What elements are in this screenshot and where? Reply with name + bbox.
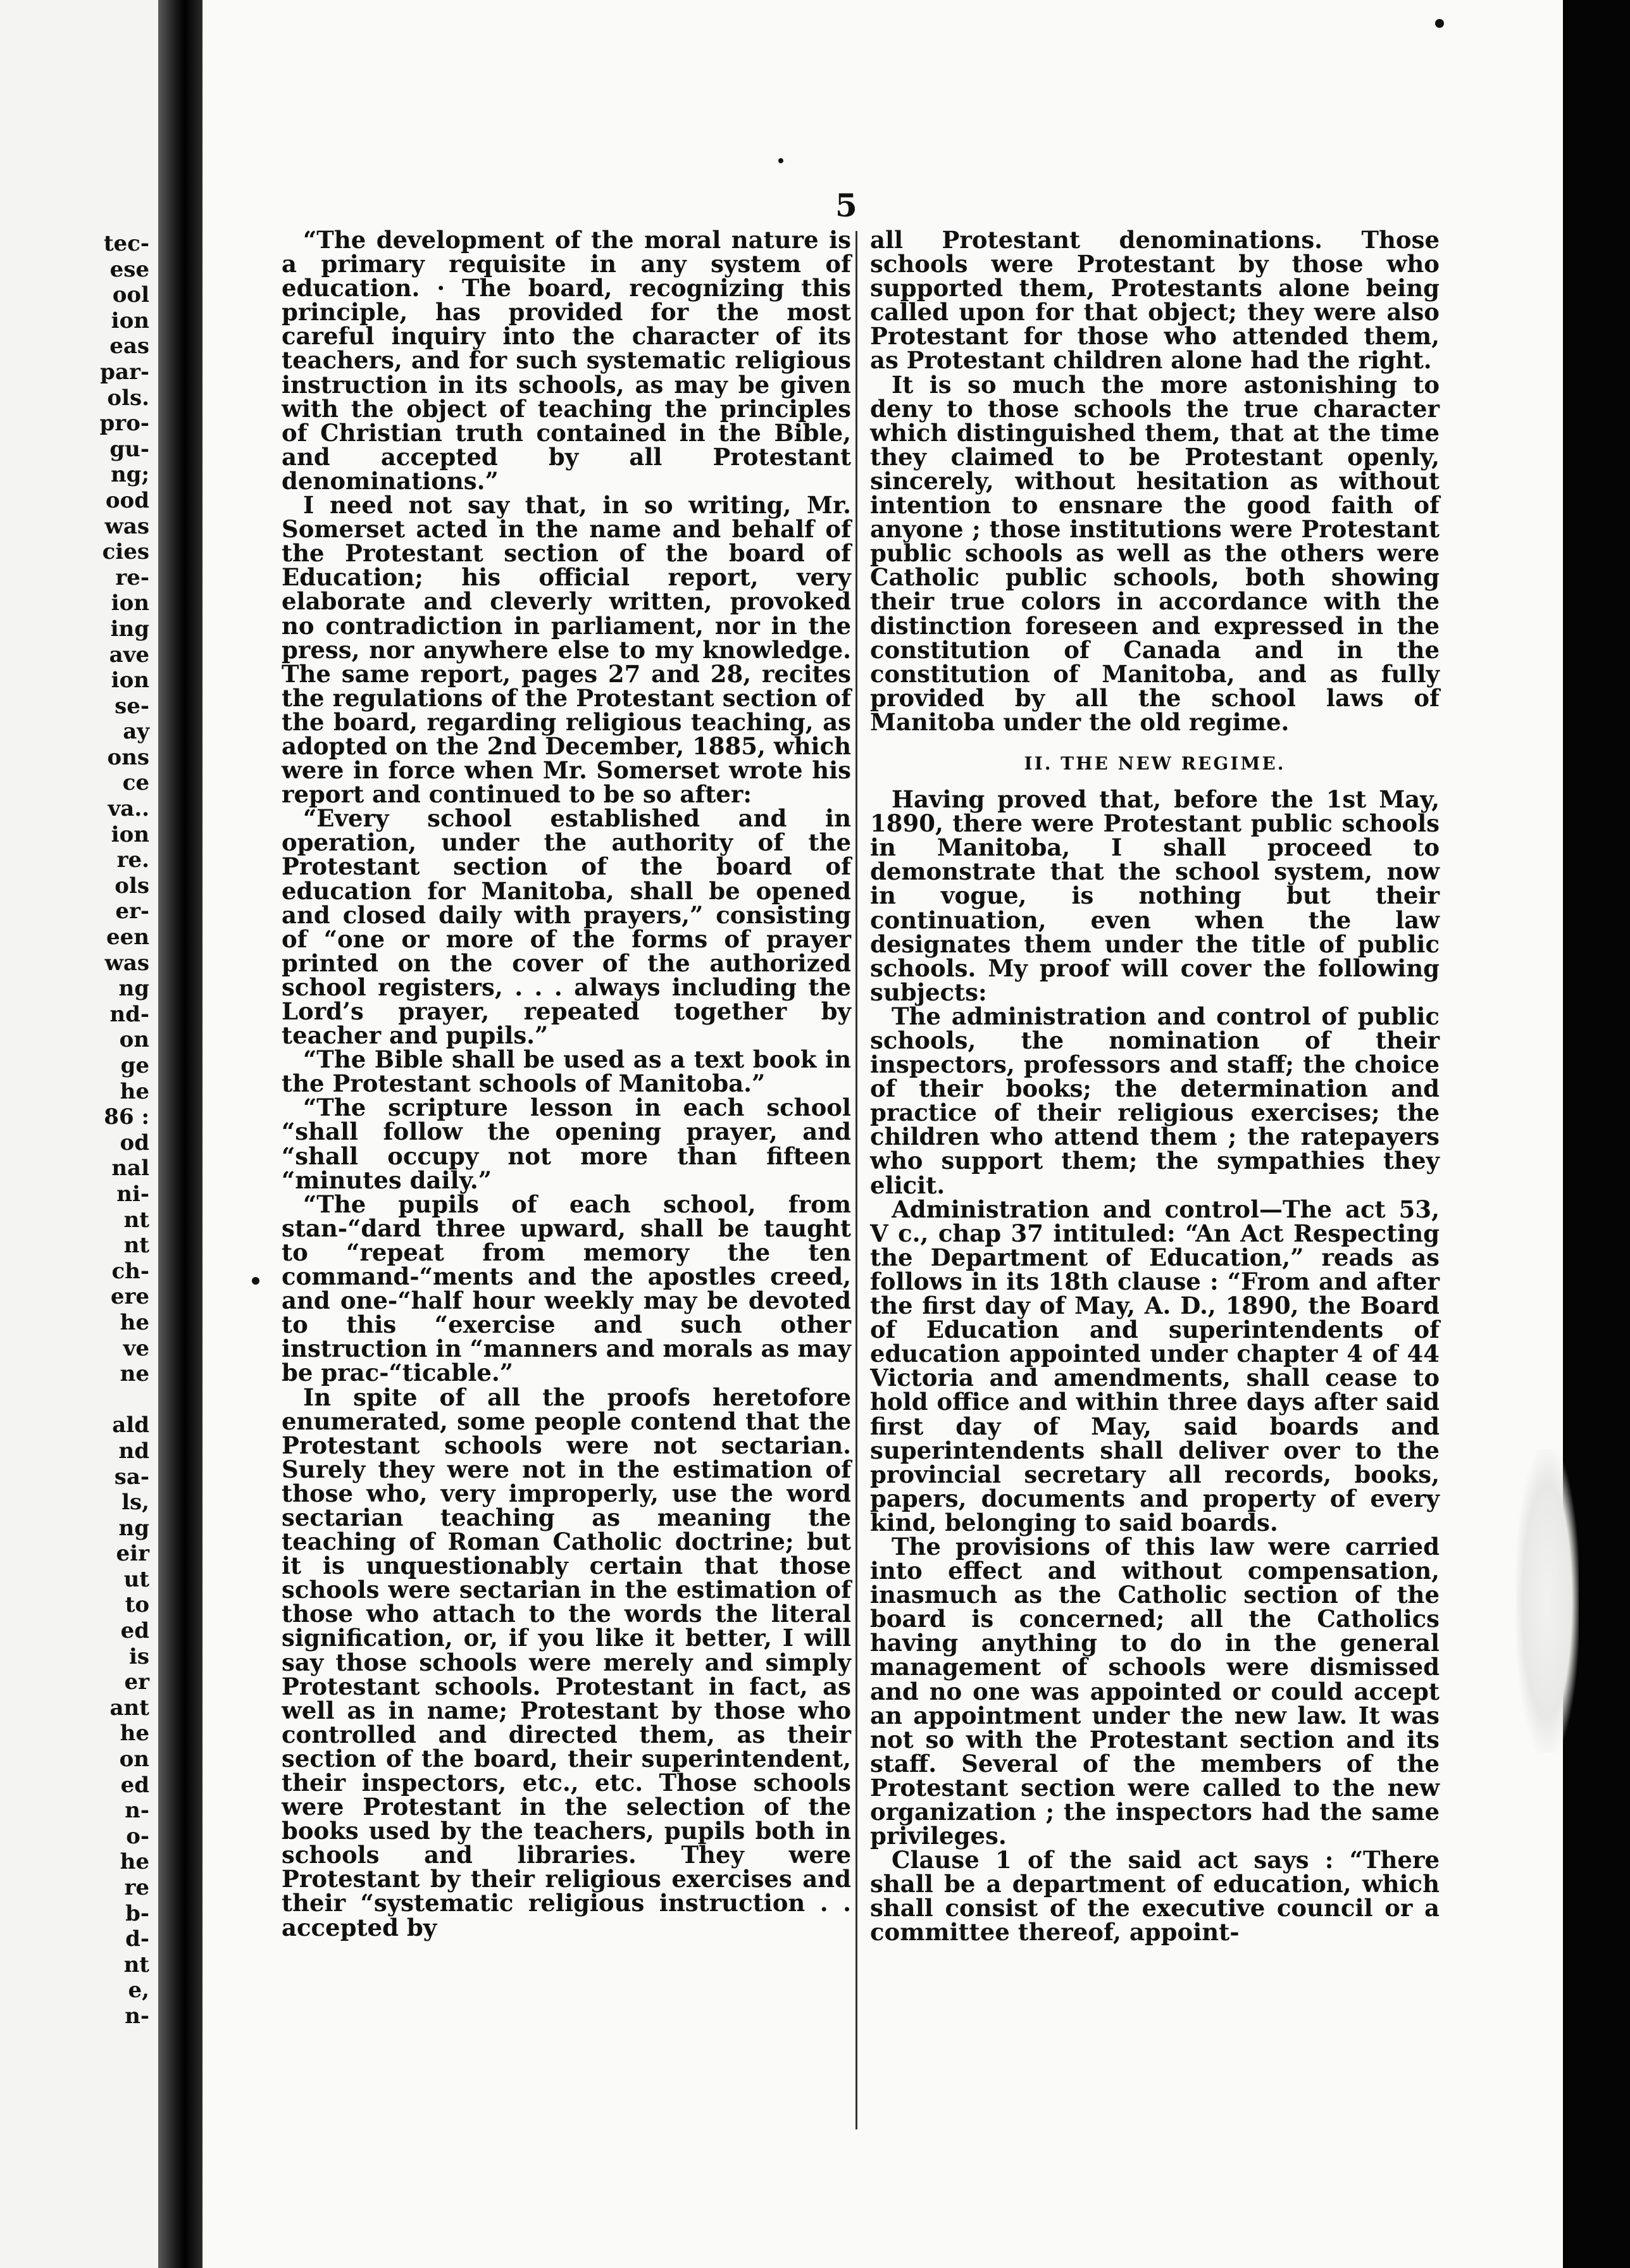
previous-page-fragment-line: is: [128, 1643, 149, 1669]
previous-page-fragment-line: er: [124, 1669, 149, 1695]
paragraph: It is so much the more astonishing to deny to those schools the true character which distinguished them, that at the time they claimed to be Protestant openly, sincerely, without hesitation as without intention to ensnare the good faith of anyone ; those institutions were Protestant public schools as well as the others were Catholic public schools, both showing their true colors in accordance with the distinction foreseen and expressed in the constitution of Canada and in the constitution of Manitoba, and as fully provided by all the school laws of Manitoba under the old regime.: [870, 370, 1440, 736]
previous-page-fragment-line: eir: [116, 1541, 149, 1567]
left-text-column: [282, 228, 851, 1940]
previous-page-fragment-line: re.: [116, 847, 149, 873]
previous-page-fragment-line: va..: [108, 796, 149, 822]
previous-page-fragment-line: d-: [125, 1926, 149, 1952]
previous-page-fragment-line: re: [124, 1875, 149, 1900]
previous-page-fragment-line: gu-: [109, 436, 149, 462]
previous-page-fragment-line: ons: [107, 744, 149, 770]
previous-page-fragment-line: ing: [110, 616, 149, 642]
paragraph: Administration and control—The act 53, V c., chap 37 intituled: “An Act Respecting the Department of Education,” reads as follows in its 18th clause : “From and after the first day of May, A. D., 1890, the Board of Education and superintendents of education appointed under chapter 4 of 44 Victoria and amendments, shall cease to hold office and within three days after said first day of May, said boards and superintendents shall deliver over to the provincial secretary all records, books, papers, documents and property of every kind, belonging to said boards.: [870, 1195, 1440, 1536]
previous-page-fragment-line: ni-: [116, 1181, 149, 1207]
paragraph: “The Bible shall be used as a text book in the Protestant schools of Manitoba.”: [282, 1045, 851, 1098]
previous-page-fragment-line: een: [106, 925, 149, 950]
ink-speck: [1435, 19, 1444, 28]
previous-page-fragment-line: ce: [122, 770, 149, 796]
previous-page-fragment-line: ed: [120, 1772, 149, 1798]
previous-page-fragment-line: nt: [123, 1233, 149, 1259]
previous-page-fragment-line: ool: [112, 282, 149, 308]
previous-page-fragment-line: ave: [109, 642, 149, 668]
previous-page-fragment-line: ols: [115, 873, 149, 899]
right-page-edge: [1563, 0, 1630, 2268]
paragraph: “The development of the moral nature is a primary requisite in any system of education. · The board, recognizing this principle, has provided for the most careful inquiry into the character of its teachers, and for such systematic religious instruction in its schools, as may be given with the object of teaching the principles of Christian truth contained in the Bible, and accepted by all Protestant denominations.”: [282, 226, 851, 495]
paragraph: Having proved that, before the 1st May, 1890, there were Protestant public schools in Manitoba, I shall proceed to demonstrate that the school system, now in vogue, is nothing but their continuation, even when the law designates them under the title of public schools. My proof will cover the following subjects:: [870, 785, 1440, 1006]
previous-page-fragment-line: se-: [115, 693, 149, 719]
previous-page-fragment-line: re-: [115, 564, 149, 590]
previous-page-fragment-line: ch-: [111, 1258, 149, 1284]
previous-page-fragment-line: ion: [111, 821, 149, 847]
previous-page-fragment-line: ion: [111, 590, 149, 616]
paragraph: The administration and control of public schools, the nomination of their inspectors, professors and staff; the choice of their books; the determination and practice of their religious exercises; the children who attend them ; the ratepayers who support them; the sympathies they elicit.: [870, 1002, 1440, 1199]
paragraph: Clause 1 of the said act says : “There shall be a department of education, which shall consist of the executive council or a committee thereof, appoint-: [870, 1846, 1440, 1947]
section-heading: II. THE NEW REGIME.: [1024, 752, 1286, 774]
previous-page-fragment-line: nd-: [109, 1001, 149, 1027]
paragraph: “The scripture lesson in each school “shall follow the opening prayer, and “shall occupy not more than fifteen “minutes daily.”: [282, 1094, 851, 1194]
previous-page-fragment-line: ls,: [121, 1490, 149, 1516]
previous-page-fragment-line: ne: [120, 1361, 149, 1387]
ink-speck: [778, 158, 783, 163]
paragraph: The provisions of this law were carried into effect and without compensation, inasmuch as the Catholic section of the board is concerned; all the Catholics having anything to do in the general management of schools were dismissed and no one was appointed or could accept an appointment under the new law. It was not so with the Protestant section and its staff. Several of the members of the Protestant section were called to the new organization ; the inspectors had the same privileges.: [870, 1532, 1440, 1850]
previous-page-fragment-line: cies: [102, 539, 149, 565]
previous-page-fragment-line: ols.: [107, 385, 149, 411]
previous-page-fragment-line: ng;: [110, 462, 149, 488]
previous-page-fragment-line: er-: [115, 899, 149, 925]
previous-page-fragment-line: pro-: [99, 411, 149, 437]
margin-mark: [252, 1277, 259, 1285]
previous-page-fragment-line: was: [104, 513, 149, 539]
previous-page-fragment-line: tec-: [103, 231, 149, 256]
previous-page-fragment-line: ng: [118, 976, 149, 1002]
paragraph: In spite of all the proofs heretofore enumerated, some people contend that the Protestant schools were not sectarian. Surely they were not in the estimation of those who, very improperly, use the word sectarian teaching as meaning the teaching of Roman Catholic doctrine; but it is unquestionably certain that those schools were sectarian in the estimation of those who attach to the words the literal signification, or, if you like it better, I will say those schools were merely and simply Protestant schools. Protestant in fact, as well as in name; Protestant by those who controlled and directed them, as their section of the board, their superintendent, their inspectors, etc., etc. Those schools were Protestant in the selection of the books used by the teachers, pupils both in schools and libraries. They were Protestant by their religious exercises and their “systematic religious instruction . . accepted by: [282, 1383, 851, 1941]
previous-page-fragment-line: 86 :: [104, 1104, 149, 1130]
previous-page-fragment-line: sa-: [114, 1464, 149, 1490]
previous-page-fragment-line: od: [120, 1130, 149, 1156]
previous-page-fragment-line: he: [120, 1078, 149, 1104]
previous-page-fragment-line: nal: [111, 1156, 149, 1181]
previous-page-fragment-line: n-: [125, 1798, 149, 1824]
previous-page-fragment-line: e,: [128, 1978, 149, 2003]
previous-page-fragment-line: on: [119, 1027, 149, 1053]
previous-page-text-fragments: [0, 231, 158, 2029]
previous-page-fragment-line: b-: [125, 1900, 149, 1926]
previous-page-fragment-line: to: [125, 1592, 149, 1618]
paragraph: all Protestant denominations. Those schools were Protestant by those who supported them, Protestants alone being called upon for that object; they were also Protestant for those who attended them, as Protestant children alone had the right.: [870, 226, 1440, 375]
previous-page-fragment-line: nt: [123, 1952, 149, 1978]
previous-page-fragment-line: ut: [123, 1566, 149, 1592]
right-text-column: [870, 228, 1440, 1945]
previous-page-fragment-line: nd: [118, 1438, 149, 1464]
previous-page-fragment-line: ve: [123, 1335, 149, 1361]
previous-page-fragment-line: on: [119, 1747, 149, 1773]
previous-page-fragment-line: ion: [111, 308, 149, 333]
previous-page-fragment-line: ay: [123, 719, 149, 745]
previous-page-fragment-line: was: [104, 950, 149, 976]
paragraph: “Every school established and in operation, under the authority of the Protestant section of the board of education for Manitoba, shall be opened and closed daily with prayers,” consisting of “one or more of the forms of prayer printed on the cover of the authorized school registers, . . . always including the Lord’s prayer, repeated together by teacher and pupils.”: [282, 804, 851, 1050]
previous-page-fragment-line: ng: [118, 1515, 149, 1541]
previous-page-fragment-line: par-: [100, 359, 149, 385]
previous-page-fragment-line: ant: [109, 1695, 149, 1721]
column-divider: [855, 231, 857, 2129]
previous-page-fragment-line: he: [120, 1309, 149, 1335]
previous-page-fragment-line: o-: [126, 1823, 149, 1849]
previous-page-fragment-line: [0, 1387, 158, 1413]
previous-page-fragment-line: ion: [111, 668, 149, 694]
previous-page-fragment-line: n-: [125, 2003, 149, 2029]
previous-page-fragment-line: ed: [120, 1618, 149, 1644]
previous-page-fragment-line: ood: [105, 487, 149, 513]
previous-page-fragment-line: ese: [109, 256, 149, 282]
previous-page-fragment-line: ere: [110, 1284, 149, 1310]
previous-page-fragment-line: he: [120, 1849, 149, 1875]
paragraph: I need not say that, in so writing, Mr. Somerset acted in the name and behalf of the Protestant section of the board of Education; his official report, very elaborate and cleverly written, provoked no contradiction in parliament, nor in the press, nor anywhere else to my knowledge. The same report, pages 27 and 28, recites the regulations of the Protestant section of the board, regarding religious teaching, as adopted on the 2nd December, 1885, which were in force when Mr. Somerset wrote his report and continued to be so after:: [282, 491, 851, 809]
previous-page-fragment-line: eas: [109, 333, 149, 359]
paper-stain: [1515, 1449, 1579, 1753]
page-number: 5: [835, 187, 857, 224]
book-gutter: [158, 0, 202, 2268]
previous-page-fragment-line: ald: [112, 1412, 149, 1438]
previous-page-fragment-line: nt: [123, 1207, 149, 1233]
paragraph: “The pupils of each school, from stan-“dard three upward, shall be taught to “repeat from memory the ten command-“ments and the apostles creed, and one-“half hour weekly may be devoted to this “exercise and such other instruction in “manners and morals as may be prac-“ticable.”: [282, 1190, 851, 1387]
previous-page-fragment-line: ge: [120, 1053, 149, 1078]
previous-page-fragment: [0, 0, 158, 2268]
previous-page-fragment-line: he: [120, 1721, 149, 1747]
